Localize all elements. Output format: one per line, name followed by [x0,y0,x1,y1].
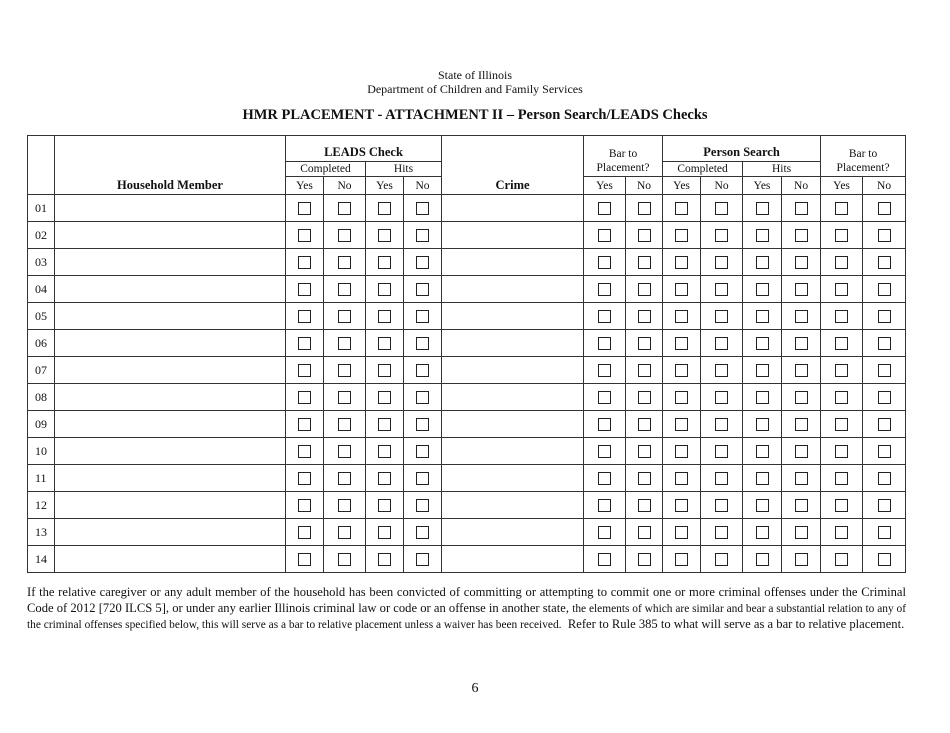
leads-hits-no-checkbox[interactable] [416,283,429,296]
bar-to-placement-1-no-checkbox[interactable] [638,499,651,512]
crime-field[interactable] [442,330,584,357]
person-search-completed-yes-checkbox[interactable] [675,283,688,296]
person-search-completed-yes-checkbox[interactable] [675,202,688,215]
state-name: State of Illinois [438,68,512,82]
bar-to-placement-1-no-checkbox[interactable] [638,472,651,485]
leads-hits-no-checkbox[interactable] [416,310,429,323]
person-search-completed-yes-checkbox[interactable] [675,229,688,242]
bar-to-placement-2-no-checkbox[interactable] [878,364,891,377]
leads-completed-no-checkbox[interactable] [338,202,351,215]
leads-completed-yes-checkbox[interactable] [298,364,311,377]
bar-to-placement-header-1 [584,136,663,177]
leads-completed-no-checkbox[interactable] [338,310,351,323]
person-search-hits-no-checkbox[interactable] [795,526,808,539]
leads-check-header: LEADS Check [286,136,442,162]
person-search-hits-no-checkbox[interactable] [795,445,808,458]
table-row [28,384,906,411]
leads-hits-yes-checkbox[interactable] [378,337,391,350]
person-search-hits-no-checkbox[interactable] [795,499,808,512]
leads-hits-yes-checkbox[interactable] [378,256,391,269]
leads-hits-yes-checkbox[interactable] [378,472,391,485]
row-number: 13 [28,519,55,546]
bar-to-placement-1-no-checkbox[interactable] [638,445,651,458]
bar-to-placement-header-2 [821,136,906,177]
no-header: No [701,177,743,195]
leads-completed-header: Completed [286,162,366,177]
table-row [28,438,906,465]
crime-field[interactable] [442,195,584,222]
crime-field[interactable] [442,222,584,249]
table-row [28,303,906,330]
bar-to-placement-1-no-checkbox[interactable] [638,526,651,539]
person-search-completed-no-checkbox[interactable] [715,472,728,485]
checks-table [27,135,906,573]
leads-hits-yes-checkbox[interactable] [378,553,391,566]
bar-to-label: Bar to [848,148,878,160]
bar-to-placement-2-no-checkbox[interactable] [878,499,891,512]
household-member-field[interactable] [55,519,286,546]
table-row [28,330,906,357]
person-search-completed-no-checkbox[interactable] [715,310,728,323]
crime-field[interactable] [442,384,584,411]
leads-hits-no-checkbox[interactable] [416,364,429,377]
table-row [28,492,906,519]
person-search-hits-no-checkbox[interactable] [795,202,808,215]
table-row [28,222,906,249]
person-search-completed-no-checkbox[interactable] [715,391,728,404]
bar-to-placement-2-yes-checkbox[interactable] [835,445,848,458]
leads-hits-yes-checkbox[interactable] [378,364,391,377]
bar-to-placement-1-no-checkbox[interactable] [638,553,651,566]
leads-completed-yes-checkbox[interactable] [298,229,311,242]
person-search-hits-no-checkbox[interactable] [795,283,808,296]
bar-to-placement-1-no-checkbox[interactable] [638,391,651,404]
person-search-hits-yes-checkbox[interactable] [756,472,769,485]
leads-hits-yes-checkbox[interactable] [378,391,391,404]
bar-to-placement-1-no-checkbox[interactable] [638,418,651,431]
leads-completed-yes-checkbox[interactable] [298,418,311,431]
no-header: No [626,177,663,195]
no-header: No [324,177,366,195]
bar-to-placement-1-yes-checkbox[interactable] [598,499,611,512]
page-number: 6 [471,681,479,696]
table-row [28,546,906,573]
person-search-completed-no-checkbox[interactable] [715,418,728,431]
footnote-part-2: the elements of which are similar and bear a substantial relation to any of the criminal offenses specified below, this will serve as a bar to relative placement unless a waiver has been received. [27,602,906,631]
bar-to-placement-2-no-checkbox[interactable] [878,472,891,485]
person-search-completed-yes-checkbox[interactable] [675,364,688,377]
person-search-completed-no-checkbox[interactable] [715,364,728,377]
leads-hits-no-checkbox[interactable] [416,526,429,539]
person-search-completed-yes-checkbox[interactable] [675,472,688,485]
table-row [28,195,906,222]
household-member-field[interactable] [55,492,286,519]
household-member-field[interactable] [55,195,286,222]
leads-completed-no-checkbox[interactable] [338,337,351,350]
row-number: 14 [28,546,55,573]
leads-completed-yes-checkbox[interactable] [298,391,311,404]
person-search-completed-yes-checkbox[interactable] [675,337,688,350]
table-row [28,411,906,438]
person-search-completed-yes-checkbox[interactable] [675,391,688,404]
bar-to-placement-1-yes-checkbox[interactable] [598,391,611,404]
bar-to-placement-2-no-checkbox[interactable] [878,391,891,404]
bar-to-placement-2-yes-checkbox[interactable] [835,364,848,377]
bar-to-placement-1-no-checkbox[interactable] [638,256,651,269]
person-search-completed-yes-checkbox[interactable] [675,310,688,323]
person-search-completed-header: Completed [663,162,743,177]
person-search-hits-yes-checkbox[interactable] [756,445,769,458]
bar-to-placement-1-no-checkbox[interactable] [638,310,651,323]
bar-to-placement-2-no-checkbox[interactable] [878,445,891,458]
no-header: No [863,177,906,195]
person-search-hits-no-checkbox[interactable] [795,364,808,377]
person-search-completed-no-checkbox[interactable] [715,229,728,242]
leads-completed-yes-checkbox[interactable] [298,310,311,323]
bar-to-placement-2-no-checkbox[interactable] [878,202,891,215]
household-member-field[interactable] [55,330,286,357]
crime-field[interactable] [442,465,584,492]
leads-completed-no-checkbox[interactable] [338,472,351,485]
bar-to-placement-1-yes-checkbox[interactable] [598,553,611,566]
crime-field[interactable] [442,276,584,303]
person-search-hits-yes-checkbox[interactable] [756,553,769,566]
bar-to-placement-2-no-checkbox[interactable] [878,256,891,269]
placement-label: Placement? [836,162,890,174]
no-header: No [782,177,821,195]
leads-completed-yes-checkbox[interactable] [298,472,311,485]
leads-hits-yes-checkbox[interactable] [378,445,391,458]
leads-completed-yes-checkbox[interactable] [298,337,311,350]
household-member-header-top [55,136,286,162]
bar-to-placement-1-no-checkbox[interactable] [638,283,651,296]
leads-completed-yes-checkbox[interactable] [298,202,311,215]
department-name: Department of Children and Family Services [367,82,583,96]
leads-completed-no-checkbox[interactable] [338,553,351,566]
leads-hits-no-checkbox[interactable] [416,202,429,215]
yes-header: Yes [286,177,324,195]
row-number-header [28,136,55,162]
leads-hits-yes-checkbox[interactable] [378,526,391,539]
bar-to-placement-2-yes-checkbox[interactable] [835,472,848,485]
bar-to-placement-1-yes-checkbox[interactable] [598,337,611,350]
row-number: 08 [28,384,55,411]
crime-field[interactable] [442,411,584,438]
row-number: 12 [28,492,55,519]
household-member-field[interactable] [55,357,286,384]
leads-hits-yes-checkbox[interactable] [378,202,391,215]
table-row [28,249,906,276]
placement-label: Placement? [596,162,650,174]
leads-completed-no-checkbox[interactable] [338,418,351,431]
person-search-hits-no-checkbox[interactable] [795,472,808,485]
crime-field[interactable] [442,357,584,384]
leads-completed-yes-checkbox[interactable] [298,283,311,296]
leads-completed-yes-checkbox[interactable] [298,553,311,566]
leads-completed-no-checkbox[interactable] [338,445,351,458]
table-row [28,276,906,303]
crime-field[interactable] [442,249,584,276]
crime-header: Crime [442,177,584,195]
row-number: 06 [28,330,55,357]
footnote-text [27,585,906,634]
bar-to-placement-2-yes-checkbox[interactable] [835,418,848,431]
bar-to-placement-2-yes-checkbox[interactable] [835,283,848,296]
leads-hits-yes-checkbox[interactable] [378,229,391,242]
bar-to-placement-1-yes-checkbox[interactable] [598,256,611,269]
person-search-hits-no-checkbox[interactable] [795,418,808,431]
person-search-hits-no-checkbox[interactable] [795,337,808,350]
yes-header: Yes [821,177,863,195]
person-search-hits-yes-checkbox[interactable] [756,229,769,242]
leads-hits-no-checkbox[interactable] [416,256,429,269]
household-member-field[interactable] [55,276,286,303]
person-search-completed-yes-checkbox[interactable] [675,499,688,512]
row-number: 11 [28,465,55,492]
leads-completed-yes-checkbox[interactable] [298,256,311,269]
leads-hits-no-checkbox[interactable] [416,229,429,242]
person-search-completed-no-checkbox[interactable] [715,202,728,215]
bar-to-placement-2-no-checkbox[interactable] [878,229,891,242]
household-member-field[interactable] [55,465,286,492]
bar-to-placement-2-no-checkbox[interactable] [878,337,891,350]
person-search-hits-header: Hits [743,162,821,177]
person-search-hits-yes-checkbox[interactable] [756,202,769,215]
bar-to-placement-1-yes-checkbox[interactable] [598,364,611,377]
yes-header: Yes [366,177,404,195]
row-number: 01 [28,195,55,222]
bar-to-placement-1-yes-checkbox[interactable] [598,310,611,323]
row-number: 09 [28,411,55,438]
leads-completed-no-checkbox[interactable] [338,499,351,512]
bar-to-placement-2-yes-checkbox[interactable] [835,337,848,350]
person-search-completed-no-checkbox[interactable] [715,553,728,566]
bar-to-placement-2-yes-checkbox[interactable] [835,526,848,539]
leads-hits-no-checkbox[interactable] [416,391,429,404]
household-member-field[interactable] [55,222,286,249]
table-row [28,465,906,492]
bar-to-placement-1-no-checkbox[interactable] [638,337,651,350]
bar-to-placement-2-yes-checkbox[interactable] [835,229,848,242]
leads-hits-no-checkbox[interactable] [416,553,429,566]
household-member-field[interactable] [55,303,286,330]
row-number: 05 [28,303,55,330]
person-search-hits-yes-checkbox[interactable] [756,391,769,404]
bar-to-placement-2-yes-checkbox[interactable] [835,553,848,566]
person-search-completed-yes-checkbox[interactable] [675,553,688,566]
person-search-completed-no-checkbox[interactable] [715,499,728,512]
bar-to-placement-1-yes-checkbox[interactable] [598,229,611,242]
row-number: 04 [28,276,55,303]
household-member-field[interactable] [55,438,286,465]
bar-to-placement-1-yes-checkbox[interactable] [598,202,611,215]
person-search-hits-no-checkbox[interactable] [795,310,808,323]
person-search-hits-yes-checkbox[interactable] [756,526,769,539]
bar-to-placement-2-yes-checkbox[interactable] [835,499,848,512]
bar-to-placement-2-yes-checkbox[interactable] [835,202,848,215]
household-member-field[interactable] [55,411,286,438]
household-member-header: Household Member [55,177,286,195]
leads-completed-no-checkbox[interactable] [338,256,351,269]
person-search-hits-yes-checkbox[interactable] [756,283,769,296]
person-search-hits-yes-checkbox[interactable] [756,418,769,431]
person-search-completed-yes-checkbox[interactable] [675,445,688,458]
leads-hits-yes-checkbox[interactable] [378,418,391,431]
bar-to-placement-2-no-checkbox[interactable] [878,418,891,431]
household-member-field[interactable] [55,546,286,573]
household-member-field[interactable] [55,249,286,276]
person-search-hits-yes-checkbox[interactable] [756,310,769,323]
crime-header-top [442,136,584,162]
crime-field[interactable] [442,546,584,573]
crime-field[interactable] [442,303,584,330]
leads-hits-no-checkbox[interactable] [416,445,429,458]
no-header: No [404,177,442,195]
bar-to-label: Bar to [608,148,638,160]
person-search-hits-no-checkbox[interactable] [795,391,808,404]
person-search-completed-yes-checkbox[interactable] [675,418,688,431]
agency-header [0,68,950,96]
footnote-part-1: If the relative caregiver or any adult member of the household has been convicted of committing or attempting to commit one or more criminal offenses under the Criminal Code of 2012 [720 ILCS 5], or under any earlier Illinois criminal law or code or an offense in another state, [27,585,906,615]
person-search-hits-yes-checkbox[interactable] [756,499,769,512]
table-row [28,357,906,384]
form-title: HMR PLACEMENT - ATTACHMENT II – Person Search/LEADS Checks [242,107,708,123]
person-search-completed-yes-checkbox[interactable] [675,526,688,539]
bar-to-placement-1-yes-checkbox[interactable] [598,283,611,296]
bar-to-placement-2-no-checkbox[interactable] [878,526,891,539]
leads-completed-no-checkbox[interactable] [338,364,351,377]
person-search-hits-yes-checkbox[interactable] [756,337,769,350]
bar-to-placement-2-no-checkbox[interactable] [878,553,891,566]
crime-field[interactable] [442,519,584,546]
bar-to-placement-1-no-checkbox[interactable] [638,364,651,377]
household-member-field[interactable] [55,384,286,411]
person-search-completed-no-checkbox[interactable] [715,337,728,350]
person-search-hits-no-checkbox[interactable] [795,553,808,566]
person-search-completed-no-checkbox[interactable] [715,526,728,539]
footnote-part-3: Refer to Rule 385 to what will serve as a bar to relative placement. [567,617,905,631]
leads-hits-no-checkbox[interactable] [416,418,429,431]
bar-to-placement-2-yes-checkbox[interactable] [835,310,848,323]
person-search-hits-no-checkbox[interactable] [795,229,808,242]
yes-header: Yes [584,177,626,195]
leads-completed-yes-checkbox[interactable] [298,445,311,458]
bar-to-placement-1-yes-checkbox[interactable] [598,526,611,539]
row-number: 02 [28,222,55,249]
bar-to-placement-1-yes-checkbox[interactable] [598,418,611,431]
bar-to-placement-1-yes-checkbox[interactable] [598,445,611,458]
person-search-completed-no-checkbox[interactable] [715,445,728,458]
leads-completed-no-checkbox[interactable] [338,283,351,296]
row-number: 10 [28,438,55,465]
person-search-hits-yes-checkbox[interactable] [756,364,769,377]
leads-completed-yes-checkbox[interactable] [298,499,311,512]
person-search-completed-no-checkbox[interactable] [715,283,728,296]
leads-completed-yes-checkbox[interactable] [298,526,311,539]
bar-to-placement-1-yes-checkbox[interactable] [598,472,611,485]
leads-hits-no-checkbox[interactable] [416,499,429,512]
leads-hits-yes-checkbox[interactable] [378,310,391,323]
yes-header: Yes [743,177,782,195]
leads-hits-no-checkbox[interactable] [416,472,429,485]
leads-completed-no-checkbox[interactable] [338,391,351,404]
person-search-hits-yes-checkbox[interactable] [756,256,769,269]
row-number: 07 [28,357,55,384]
yes-header: Yes [663,177,701,195]
bar-to-placement-2-yes-checkbox[interactable] [835,391,848,404]
table-row [28,519,906,546]
row-number: 03 [28,249,55,276]
bar-to-placement-2-no-checkbox[interactable] [878,310,891,323]
person-search-header: Person Search [663,136,821,162]
leads-completed-no-checkbox[interactable] [338,526,351,539]
leads-hits-no-checkbox[interactable] [416,337,429,350]
leads-hits-header: Hits [366,162,442,177]
crime-field[interactable] [442,492,584,519]
bar-to-placement-2-no-checkbox[interactable] [878,283,891,296]
bar-to-placement-1-no-checkbox[interactable] [638,229,651,242]
person-search-hits-no-checkbox[interactable] [795,256,808,269]
bar-to-placement-2-yes-checkbox[interactable] [835,256,848,269]
person-search-completed-yes-checkbox[interactable] [675,256,688,269]
leads-completed-no-checkbox[interactable] [338,229,351,242]
bar-to-placement-1-no-checkbox[interactable] [638,202,651,215]
crime-field[interactable] [442,438,584,465]
leads-hits-yes-checkbox[interactable] [378,283,391,296]
leads-hits-yes-checkbox[interactable] [378,499,391,512]
person-search-completed-no-checkbox[interactable] [715,256,728,269]
